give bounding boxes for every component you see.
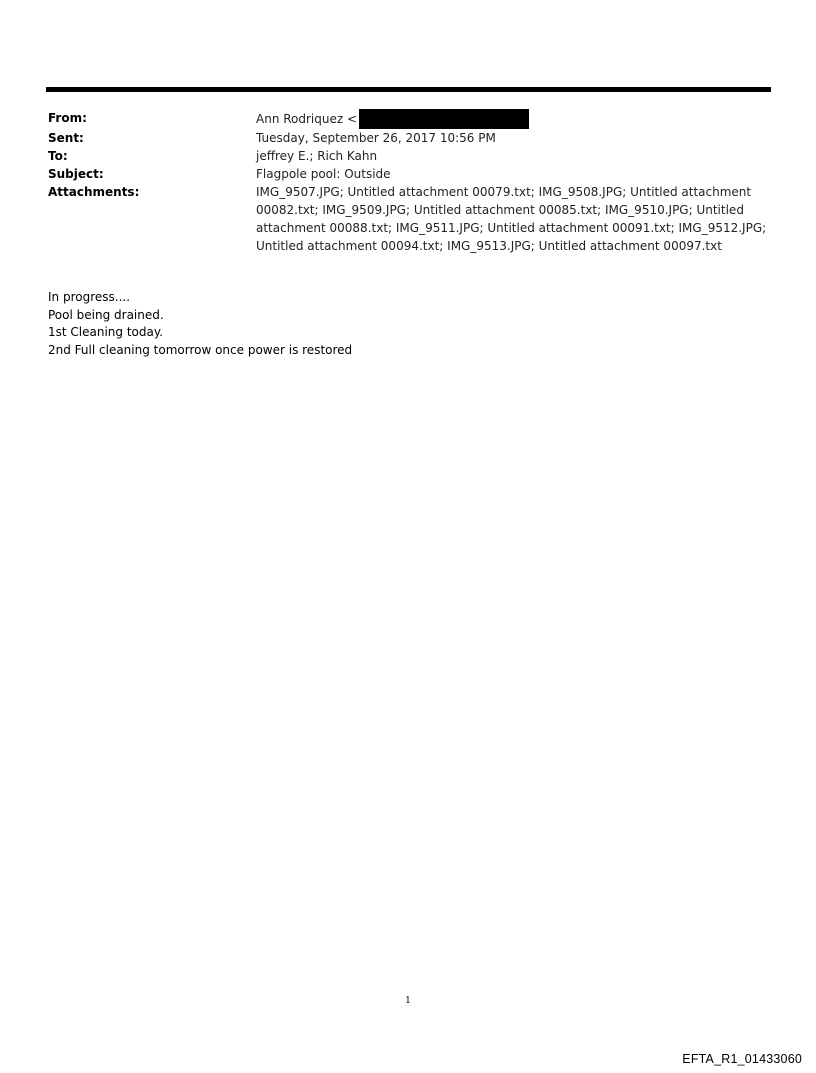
to-row [48, 147, 770, 165]
sent-label: Sent: [48, 131, 84, 145]
attachments-label: Attachments: [48, 185, 140, 199]
body-line: Pool being drained. [48, 307, 164, 322]
attachments-row [48, 183, 770, 255]
subject-label: Subject: [48, 167, 104, 181]
to-label: To: [48, 149, 68, 163]
email-body [48, 289, 768, 359]
from-value-container [256, 109, 770, 129]
sent-row [48, 129, 770, 147]
subject-row [48, 165, 770, 183]
sent-value: Tuesday, September 26, 2017 10:56 PM [256, 131, 496, 145]
body-line: 1st Cleaning today. [48, 325, 164, 339]
page-number: 1 [405, 996, 411, 1006]
to-value: jeffrey E.; Rich Kahn [256, 149, 378, 163]
body-line: 2nd Full cleaning tomorrow once power is restored [48, 342, 353, 357]
email-header [48, 109, 770, 255]
bates-number: EFTA_R1_01433060 [682, 1052, 802, 1066]
header-divider [46, 87, 771, 92]
redaction-box [359, 109, 529, 129]
from-row [48, 109, 770, 129]
from-label: From: [48, 111, 87, 125]
subject-value: Flagpole pool: Outside [256, 167, 391, 181]
from-value: Ann Rodriquez < [256, 112, 358, 126]
body-line: In progress.... [48, 290, 131, 304]
attachments-value: IMG_9507.JPG; Untitled attachment 00079.txt; IMG_9508.JPG; Untitled attachment 00082.txt; IMG_9509.JPG; Untitled attachment 00085.txt; IMG_9510.JPG; Untitled attachment 00088.txt; IMG_9511.JPG; Untitled attachment 00091.txt; IMG_9512.JPG; Untitled attachment 00094.txt; IMG_9513.JPG; Untitled attachment 00097.txt [256, 185, 767, 253]
